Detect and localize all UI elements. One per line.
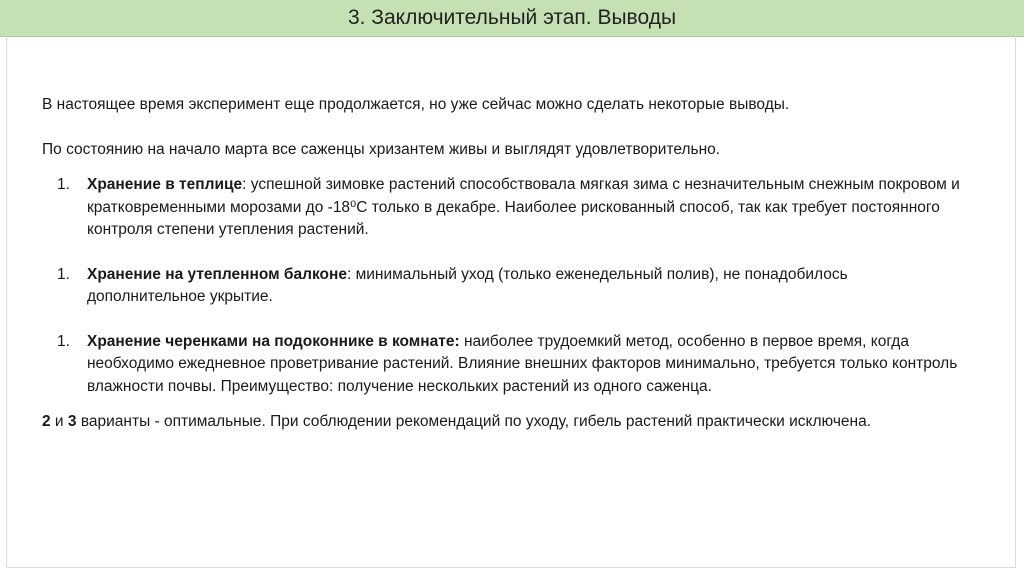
list-item-text: наиболее трудоемкий метод, особенно в первое время, когда необходимо ежедневное проветривание растений. Влияние внешних факторов минимально, требуется только контроль влажности почвы. Преимущество: получение нескольких растений из одного саженца. bbox=[87, 332, 958, 395]
title-bar bbox=[0, 0, 1024, 37]
list-item-heading: Хранение на утепленном балконе bbox=[87, 265, 347, 283]
conclusion-option-a: 2 bbox=[42, 413, 51, 430]
list-number: 1. bbox=[57, 265, 70, 283]
list-item-heading: Хранение черенками на подоконнике в комнате: bbox=[87, 332, 460, 350]
list-item-heading: Хранение в теплице bbox=[87, 176, 243, 193]
list-item-text: : успешной зимовке растений способствовала мягкая зима с незначительным снежным покровом и кратковременными морозами до -18⁰С только в декабре. Наиболее рискованный способ, так как требует постоянного контроля степени утепления растений. bbox=[87, 176, 960, 238]
list-item-text: : минимальный уход (только еженедельный полив), не понадобилось дополнительное укрытие. bbox=[87, 265, 848, 305]
intro-paragraph: В настоящее время эксперимент еще продолжается, но уже сейчас можно сделать некоторые выводы. bbox=[42, 96, 790, 113]
list-number: 1. bbox=[57, 176, 70, 193]
conclusion-paragraph bbox=[42, 411, 962, 434]
list-item-windowsill bbox=[57, 331, 962, 399]
slide-content bbox=[42, 94, 962, 434]
list-item-balcony bbox=[57, 264, 962, 309]
list-item-body bbox=[87, 264, 962, 309]
conclusion-joiner: и bbox=[50, 413, 68, 430]
list-item-greenhouse bbox=[57, 174, 962, 242]
status-paragraph: По состоянию на начало марта все саженцы хризантем живы и выглядят удовлетворительно. bbox=[42, 140, 721, 158]
conclusion-text: варианты - оптимальные. При соблюдении рекомендаций по уходу, гибель растений практически исключена. bbox=[76, 413, 871, 430]
list-item-body bbox=[87, 331, 962, 399]
slide-title: 3. Заключительный этап. Выводы bbox=[347, 6, 677, 29]
list-item-body bbox=[87, 174, 962, 242]
list-number: 1. bbox=[57, 332, 70, 350]
conclusion-option-b: 3 bbox=[67, 413, 77, 430]
